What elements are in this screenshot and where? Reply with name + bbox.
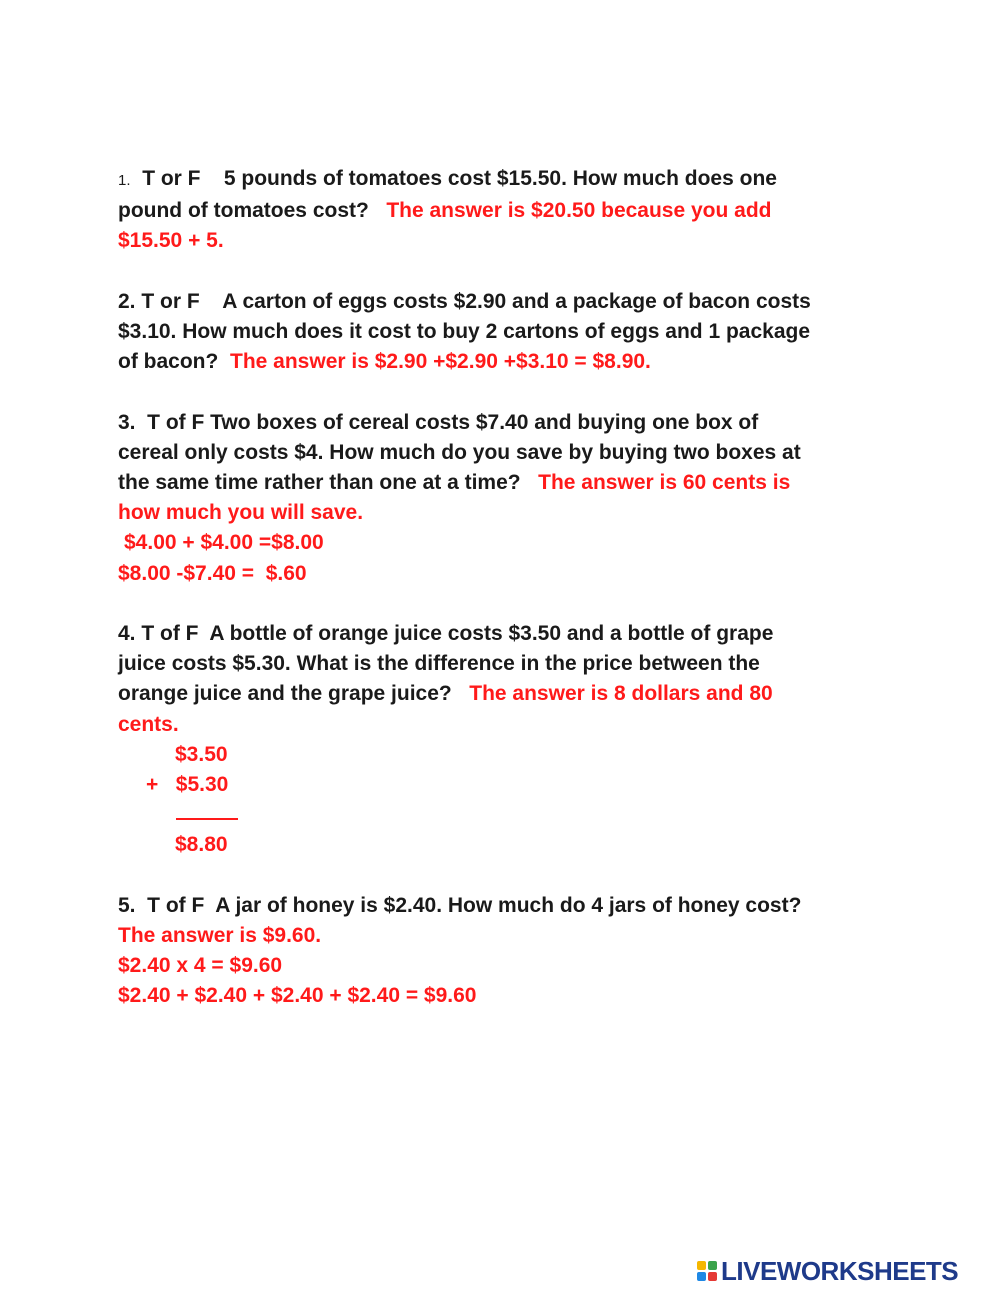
worksheet-content <box>118 164 898 1042</box>
logo-square-1 <box>697 1261 706 1270</box>
question-4-answer: The answer is 8 dollars and 80 <box>469 682 773 706</box>
question-1-text-cont: pound of tomatoes cost? <box>118 199 387 223</box>
question-4-plus-sign: + <box>146 773 159 797</box>
question-2 <box>118 287 898 378</box>
question-2-text-cont: of bacon? <box>118 350 230 374</box>
logo-square-4 <box>708 1272 717 1281</box>
question-1-answer: The answer is $20.50 because you add <box>386 199 772 223</box>
question-4-work-addend-row <box>118 770 898 800</box>
question-3-work-1: $4.00 + $4.00 =$8.00 <box>124 531 324 555</box>
question-2-answer: The answer is $2.90 +$2.90 +$3.10 = $8.90. <box>230 350 651 374</box>
question-5-work-1: $2.40 x 4 = $9.60 <box>118 954 283 978</box>
question-3-answer-cont: how much you will save. <box>118 501 364 525</box>
question-4-line-1: 4. T of F A bottle of orange juice costs $3.50 and a bottle of grape <box>118 622 774 645</box>
question-1-line-1 <box>118 164 898 196</box>
question-2-line-1: 2. T or F A carton of eggs costs $2.90 and a package of bacon costs <box>118 289 811 313</box>
question-3-answer: The answer is 60 cents is <box>538 471 791 494</box>
question-4-line-2: juice costs $5.30. What is the difference in the price between the <box>118 652 760 676</box>
liveworksheets-logo <box>697 1256 958 1286</box>
question-3 <box>118 408 898 589</box>
question-5-answer: The answer is $9.60. <box>118 924 322 947</box>
logo-text: LIVEWORKSHEETS <box>721 1255 959 1286</box>
question-4-work-top: $3.50 <box>175 742 228 766</box>
question-5 <box>118 891 898 1012</box>
question-1-answer-cont: $15.50 + 5. <box>118 229 224 253</box>
question-5-work-2: $2.40 + $2.40 + $2.40 + $2.40 = $9.60 <box>118 984 477 1008</box>
question-4-work-result: $8.80 <box>175 833 228 857</box>
question-3-work-2: $8.00 -$7.40 = $.60 <box>118 561 307 585</box>
question-3-line-3 <box>118 468 898 498</box>
logo-square-2 <box>708 1261 717 1270</box>
question-1-number: 1. <box>118 172 131 189</box>
question-1-line-2 <box>118 196 898 226</box>
question-1-text: T or F 5 pounds of tomatoes cost $15.50. How much does one <box>142 167 777 190</box>
question-3-line-2: cereal only costs $4. How much do you save by buying two boxes at <box>118 440 801 464</box>
question-1 <box>118 164 898 257</box>
logo-mark-icon <box>697 1261 717 1281</box>
question-4-sum-line-row <box>118 800 898 830</box>
question-4-work-second: $5.30 <box>175 773 229 797</box>
question-3-line-1: 3. T of F Two boxes of cereal costs $7.40 and buying one box of <box>118 410 759 434</box>
question-4-line-3 <box>118 679 898 709</box>
question-4-text-cont: orange juice and the grape juice? <box>118 682 470 706</box>
question-5-line-1: 5. T of F A jar of honey is $2.40. How much do 4 jars of honey cost? <box>118 893 802 917</box>
question-4 <box>118 619 898 861</box>
question-2-line-2: $3.10. How much does it cost to buy 2 cartons of eggs and 1 package <box>118 320 811 343</box>
question-4-answer-cont: cents. <box>118 712 179 736</box>
question-3-text-cont: the same time rather than one at a time? <box>118 471 539 494</box>
question-4-sum-line <box>176 818 238 820</box>
question-2-line-3 <box>118 347 898 377</box>
logo-square-3 <box>697 1272 706 1281</box>
